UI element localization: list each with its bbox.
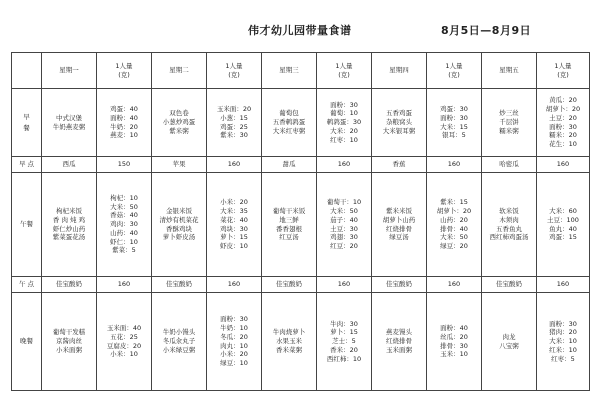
snack-am-row (12, 157, 590, 173)
lunch-dishes-wed: 葡萄干米饭 地三鲜 番香翅根 红豆汤 (262, 173, 317, 277)
breakfast-row (12, 89, 590, 157)
lunch-amounts-fri: 大米：60 土豆：100 鱼丸：40 鸡蛋：15 (537, 173, 590, 277)
day-header: 星期三 (262, 53, 317, 89)
header (0, 22, 600, 42)
dinner-dishes-wed: 牛肉烧萝卜 水果玉米 香米菜粥 (262, 293, 317, 391)
snack-pm-item-wed: 佳宝酸奶 (262, 277, 317, 293)
dinner-amounts-thu: 面粉：40 丝瓜：20 排骨：30 玉米：10 (427, 293, 482, 391)
dinner-dishes-fri: 肉龙 八宝粥 (482, 293, 537, 391)
dinner-amounts-tue: 面粉：30 牛奶：10 冬瓜：20 肉丸：10 小米：20 绿豆：10 (207, 293, 262, 391)
snack-am-amount-fri: 160 (537, 157, 590, 173)
menu-table (11, 52, 590, 391)
lunch-dishes-thu: 紫米米饭 胡萝卜山药 红烧排骨 绿豆汤 (372, 173, 427, 277)
meal-label-snack-pm: 午 点 (12, 277, 42, 293)
lunch-amounts-tue: 小米：20 大米：35 菜花：40 鸡块：30 萝卜：15 虾皮：10 (207, 173, 262, 277)
snack-am-item-wed: 甜瓜 (262, 157, 317, 173)
snack-pm-item-fri: 佳宝酸奶 (482, 277, 537, 293)
breakfast-amounts-fri: 黄瓜：20 胡萝卜：20 土豆：20 面粉：30 糯米：20 花生：10 (537, 89, 590, 157)
dinner-dishes-tue: 牛奶小馒头 冬瓜汆丸子 小米绿豆粥 (152, 293, 207, 391)
lunch-dishes-mon: 枸杞米饭 香 肉 炖 鸡 虾仁炒山药 紫菜蛋花汤 (42, 173, 97, 277)
breakfast-amounts-thu: 鸡蛋：30 面粉：30 大米：15 银耳：5 (427, 89, 482, 157)
snack-pm-amount-tue: 160 (207, 277, 262, 293)
breakfast-dishes-wed: 葡萄包 五香鹌鹑蛋 大米红枣粥 (262, 89, 317, 157)
snack-pm-item-thu: 佳宝酸奶 (372, 277, 427, 293)
day-header: 星期四 (372, 53, 427, 89)
dinner-amounts-mon: 玉米面：40 五花：25 豆腐皮：20 小米：10 (97, 293, 152, 391)
breakfast-dishes-tue: 双色卷 小葱炒鸡蛋 紫米粥 (152, 89, 207, 157)
lunch-dishes-fri: 软米饭 木须肉 五香鱼丸 西红柿鸡蛋汤 (482, 173, 537, 277)
menu-title: 伟才幼儿园带量食谱 (248, 24, 352, 37)
breakfast-dishes-thu: 五香鸡蛋 杂粮窝头 大米银耳粥 (372, 89, 427, 157)
meal-label-snack-am: 早 点 (12, 157, 42, 173)
date-range: 8月5日—8月9日 (441, 24, 532, 37)
snack-am-amount-thu: 160 (427, 157, 482, 173)
meal-label-lunch: 午餐 (12, 173, 42, 277)
amount-header: 1人量 (克) (427, 53, 482, 89)
amount-header: 1人量 (克) (537, 53, 590, 89)
snack-pm-amount-fri: 160 (537, 277, 590, 293)
lunch-amounts-thu: 紫米：15 胡萝卜：20 山药：20 排骨：40 大米：50 绿豆：20 (427, 173, 482, 277)
breakfast-amounts-mon: 鸡蛋：40 面粉：40 牛奶：20 燕麦：10 (97, 89, 152, 157)
snack-am-amount-mon: 150 (97, 157, 152, 173)
lunch-dishes-tue: 金银米饭 清炒有机菜花 香酥鸡块 萝卜虾皮汤 (152, 173, 207, 277)
day-header: 星期二 (152, 53, 207, 89)
snack-am-amount-tue: 160 (207, 157, 262, 173)
breakfast-amounts-tue: 玉米面：20 小葱：15 鸡蛋：25 紫米：30 (207, 89, 262, 157)
dinner-amounts-wed: 牛肉：30 萝卜：15 芝士：5 香米：20 西红柿：10 (317, 293, 372, 391)
snack-pm-amount-wed: 160 (317, 277, 372, 293)
snack-am-amount-wed: 160 (317, 157, 372, 173)
breakfast-dishes-fri: 炒三丝 千层饼 糯米粥 (482, 89, 537, 157)
amount-header: 1人量 (克) (317, 53, 372, 89)
dinner-amounts-fri: 面粉：30 猪肉：20 大米：10 红米：10 红枣：5 (537, 293, 590, 391)
dinner-dishes-thu: 燕麦馒头 红烧排骨 玉米面粥 (372, 293, 427, 391)
dinner-row (12, 293, 590, 391)
snack-pm-row (12, 277, 590, 293)
lunch-amounts-wed: 葡萄干：10 大米：50 茄子：40 土豆：30 鸡翅：30 红豆：20 (317, 173, 372, 277)
dinner-dishes-mon: 葡萄干发糕 京酱肉丝 小米面粥 (42, 293, 97, 391)
snack-am-item-fri: 哈密瓜 (482, 157, 537, 173)
snack-am-item-thu: 香蕉 (372, 157, 427, 173)
day-header: 星期一 (42, 53, 97, 89)
snack-am-item-mon: 西瓜 (42, 157, 97, 173)
snack-pm-amount-mon: 160 (97, 277, 152, 293)
day-header: 星期五 (482, 53, 537, 89)
snack-pm-item-mon: 佳宝酸奶 (42, 277, 97, 293)
header-row (12, 53, 590, 89)
breakfast-amounts-wed: 面粉：30 葡萄：10 鹌鹑蛋：30 大米：20 红枣：10 (317, 89, 372, 157)
amount-header: 1人量 (克) (207, 53, 262, 89)
meal-label-dinner: 晚餐 (12, 293, 42, 391)
amount-header: 1人量 (克) (97, 53, 152, 89)
snack-am-item-tue: 苹果 (152, 157, 207, 173)
snack-pm-amount-thu: 160 (427, 277, 482, 293)
meal-label-breakfast: 早 餐 (12, 89, 42, 157)
snack-pm-item-tue: 佳宝酸奶 (152, 277, 207, 293)
lunch-row (12, 173, 590, 277)
breakfast-dishes-mon: 中式汉堡 牛奶燕麦粥 (42, 89, 97, 157)
corner-cell (12, 53, 42, 89)
lunch-amounts-mon: 枸杞：10 大米：50 香菇：40 鸡肉：30 山药：40 虾仁：10 紫菜：5 (97, 173, 152, 277)
